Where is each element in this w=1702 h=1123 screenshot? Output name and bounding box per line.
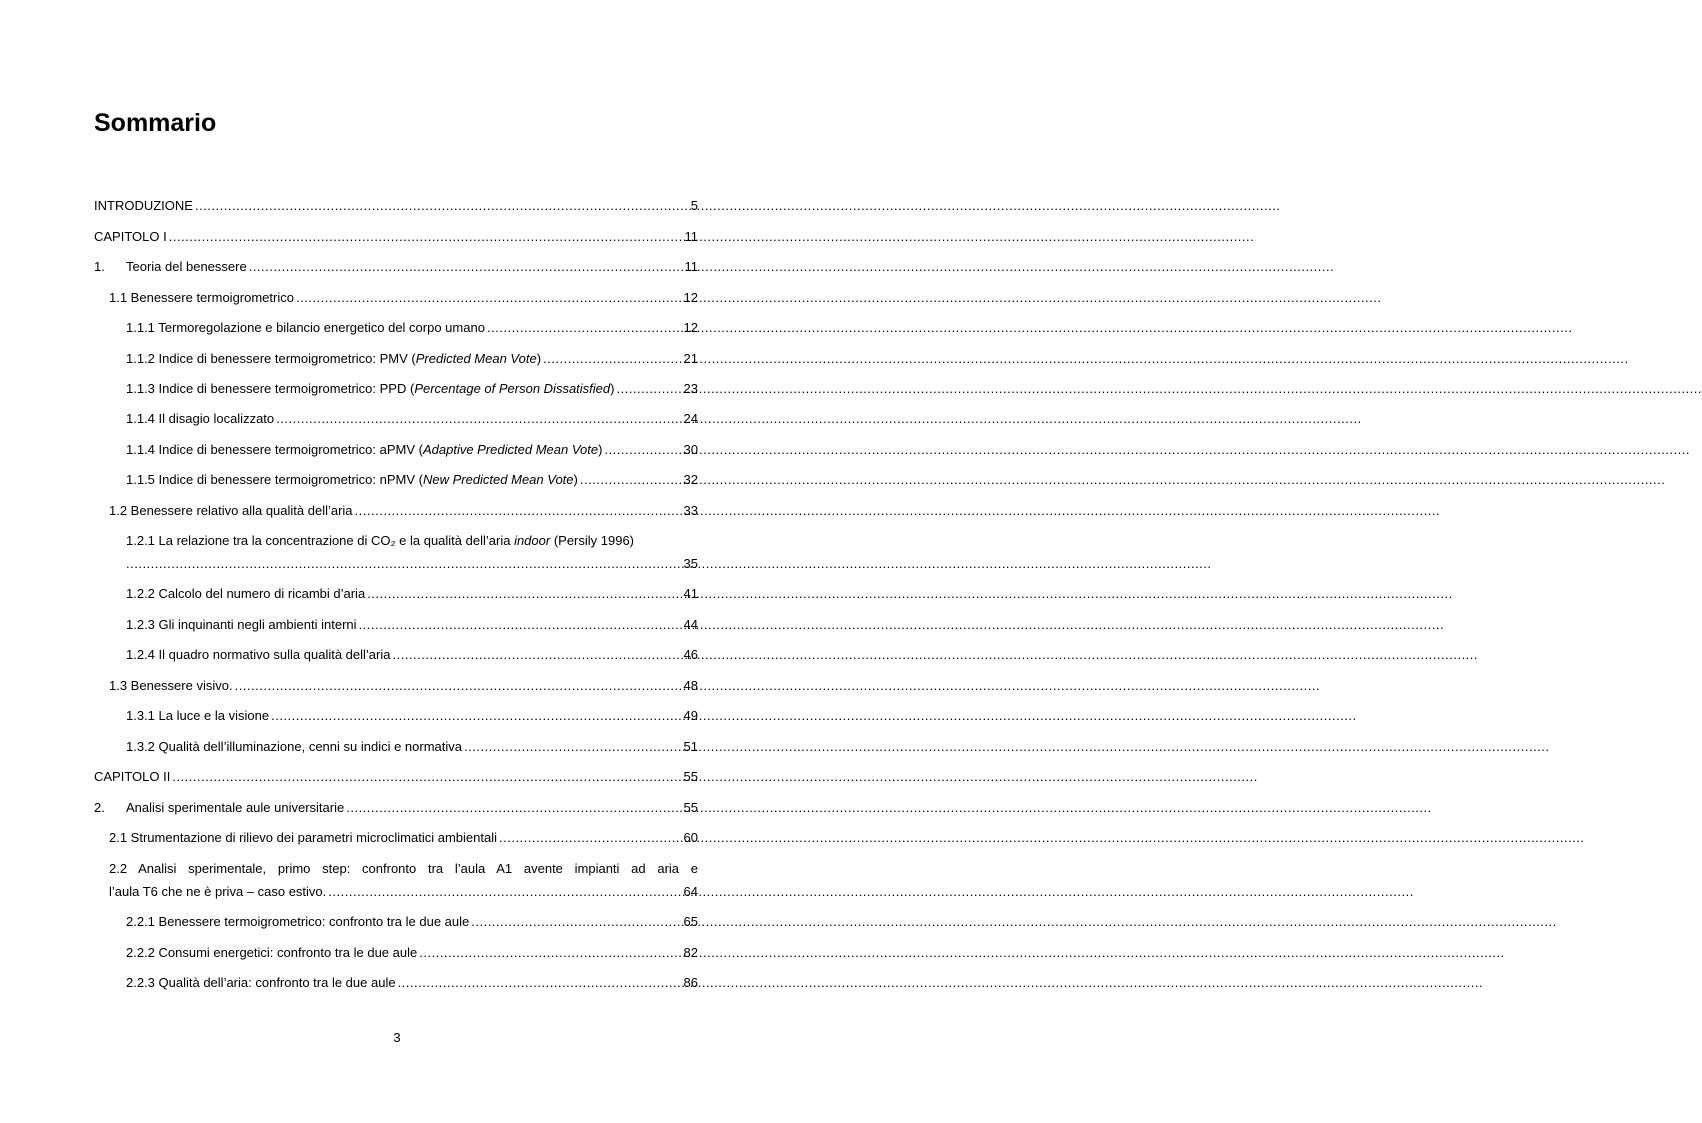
toc-entry-1-2-4[interactable] [126,644,698,666]
toc-entry-page: 5 [690,198,698,213]
toc-leader-dots [487,317,683,339]
toc-leader-dots [543,348,683,370]
toc-entry-text: 2.2 Analisi sperimentale, primo step: confronto tra l’aula A1 avente impianti ad aria e [109,861,698,876]
toc-leader-dots [616,378,682,400]
toc-entry-1-1-4-disagio[interactable] [126,408,698,430]
toc-leader-dots [235,675,683,697]
toc-entry-2-1[interactable] [109,827,698,849]
toc-entry-text: 1.1.4 Il disagio localizzato [126,411,275,426]
toc-entry-1-2-2[interactable] [126,583,698,605]
toc-entry-text: 1.1.2 Indice di benessere termoigrometrico: PMV (Predicted Mean Vote) [126,351,542,366]
toc-entry-analisi-sperimentale[interactable] [94,797,698,819]
toc-leader-dots [580,469,683,491]
toc-entry-text: 2.1 Strumentazione di rilievo dei parametri microclimatici ambientali [109,830,497,845]
toc-entry-1-3-2[interactable] [126,736,698,758]
toc-entry-text: 1.2.2 Calcolo del numero di ricambi d’aria [126,586,366,601]
toc-entry-page: 49 [683,708,698,723]
toc-entry-text: INTRODUZIONE [94,198,193,213]
toc-entry-1-1-3[interactable] [126,378,698,400]
toc-entry-page: 48 [683,678,698,693]
toc-entry-text: 1.2.1 La relazione tra la concentrazione di CO₂ e la qualità dell’aria indoor (Persily 1996) [126,533,635,548]
toc-leader-dots [328,881,682,903]
toc-entry-text: 2.2.2 Consumi energetici: confronto tra le due aule [126,945,418,960]
toc-entry-capitolo-1[interactable] [94,226,698,248]
toc-entry-page: 33 [683,503,698,518]
toc-entry-page: 30 [683,442,698,457]
toc-entry-page: 21 [683,351,698,366]
toc-entry-page: 55 [683,800,698,815]
toc-leader-dots [271,705,682,727]
toc-entry-page: 41 [683,586,698,601]
toc-entry-text: l’aula T6 che ne è priva – caso estivo. [109,884,327,899]
toc-entry-page: 23 [683,381,698,396]
toc-entry-1-3-1[interactable] [126,705,698,727]
toc-entry-2-2-2[interactable] [126,942,698,964]
toc-entry-page: 51 [683,739,698,754]
toc-leader-dots [471,911,682,933]
toc-entry-teoria-del-benessere[interactable] [94,256,698,278]
toc-entry-page: 60 [683,830,698,845]
toc-leader-dots [346,797,682,819]
toc-entry-1-1-2[interactable] [126,348,698,370]
toc-entry-text: 2.2.3 Qualità dell’aria: confronto tra le due aule [126,975,396,990]
toc-entry-text: 1.3.1 La luce e la visione [126,708,270,723]
toc-entry-page: 12 [683,290,698,305]
toc-leader-dots [249,256,684,278]
toc-leader-dots [172,766,682,788]
toc-entry-text: 1.1 Benessere termoigrometrico [109,290,294,305]
toc-entry-page: 35 [683,556,698,571]
toc-entry-text: 1.3 Benessere visivo. [109,678,233,693]
toc-entry-text: 1.1.1 Termoregolazione e bilancio energetico del corpo umano [126,320,485,335]
toc-entry-1-1-4-apmv[interactable] [126,439,698,461]
toc-entry-1-3[interactable] [109,675,698,697]
toc-entry-text: 1.1.5 Indice di benessere termoigrometrico: nPMV (New Predicted Mean Vote) [126,472,578,487]
toc-leader-dots [367,583,682,605]
toc-entry-page: 24 [683,411,698,426]
toc-entry-page: 11 [684,259,698,274]
toc-entry-1-1-5[interactable] [126,469,698,491]
toc-entry-capitolo-2[interactable] [94,766,698,788]
toc-entry-1-2-3[interactable] [126,614,698,636]
toc-entry-page: 46 [683,647,698,662]
toc-entry-text: 1.1.3 Indice di benessere termoigrometrico: PPD (Percentage of Person Dissatisfied) [126,381,615,396]
toc-entry-1-2-1[interactable] [126,530,698,552]
page-number: 3 [393,1030,401,1045]
toc-entry-2-2-continuation[interactable] [109,881,698,903]
toc-entry-page: 11 [684,229,698,244]
toc-entry-text: CAPITOLO II [94,769,171,784]
toc-entry-text: Teoria del benessere [126,259,247,274]
toc-leader-dots [499,827,683,849]
toc-entry-page: 65 [683,914,698,929]
toc-leader-dots [419,942,682,964]
toc-leader-dots [169,226,684,248]
toc-entry-text: 2.2.1 Benessere termoigrometrico: confronto tra le due aule [126,914,470,929]
toc-entry-text: 1.2.4 Il quadro normativo sulla qualità dell’aria [126,647,391,662]
toc-entry-text: 1.3.2 Qualità dell’illuminazione, cenni su indici e normativa [126,739,463,754]
toc-entry-page: 44 [683,617,698,632]
toc-entry-text: 1.2.3 Gli inquinanti negli ambienti interni [126,617,357,632]
toc-entry-1-1-1[interactable] [126,317,698,339]
toc-entry-2-2-3[interactable] [126,972,698,994]
toc-entry-page: 86 [683,975,698,990]
toc-entry-page: 12 [683,320,698,335]
toc-entry-number: 2. [94,800,105,815]
toc-leader-dots [296,287,683,309]
toc-leader-dots [393,644,683,666]
toc-entry-text: Analisi sperimentale aule universitarie [126,800,345,815]
toc-entry-introduzione[interactable] [94,195,698,217]
toc-entry-1-2-1-continuation[interactable] [126,553,698,575]
toc-entry-text: 1.1.4 Indice di benessere termoigrometrico: aPMV (Adaptive Predicted Mean Vote) [126,442,603,457]
toc-entry-text: CAPITOLO I [94,229,167,244]
toc-entry-page: 82 [683,945,698,960]
toc-entry-page: 55 [683,769,698,784]
toc-entry-2-2-1[interactable] [126,911,698,933]
toc-entry-number: 1. [94,259,105,274]
toc-entry-text: 1.2 Benessere relativo alla qualità dell’aria [109,503,353,518]
toc-entry-page: 32 [683,472,698,487]
toc-leader-dots [604,439,682,461]
toc-leader-dots [126,553,683,575]
toc-leader-dots [359,614,683,636]
page-title: Sommario [94,109,217,137]
toc-entry-page: 64 [683,884,698,899]
toc-leader-dots [464,736,683,758]
toc-leader-dots [355,500,683,522]
toc-leader-dots [398,972,683,994]
toc-leader-dots [195,195,690,217]
toc-entry-1-1[interactable] [109,287,698,309]
toc-entry-2-2[interactable] [109,858,698,880]
toc-leader-dots [276,408,682,430]
toc-entry-1-2[interactable] [109,500,698,522]
